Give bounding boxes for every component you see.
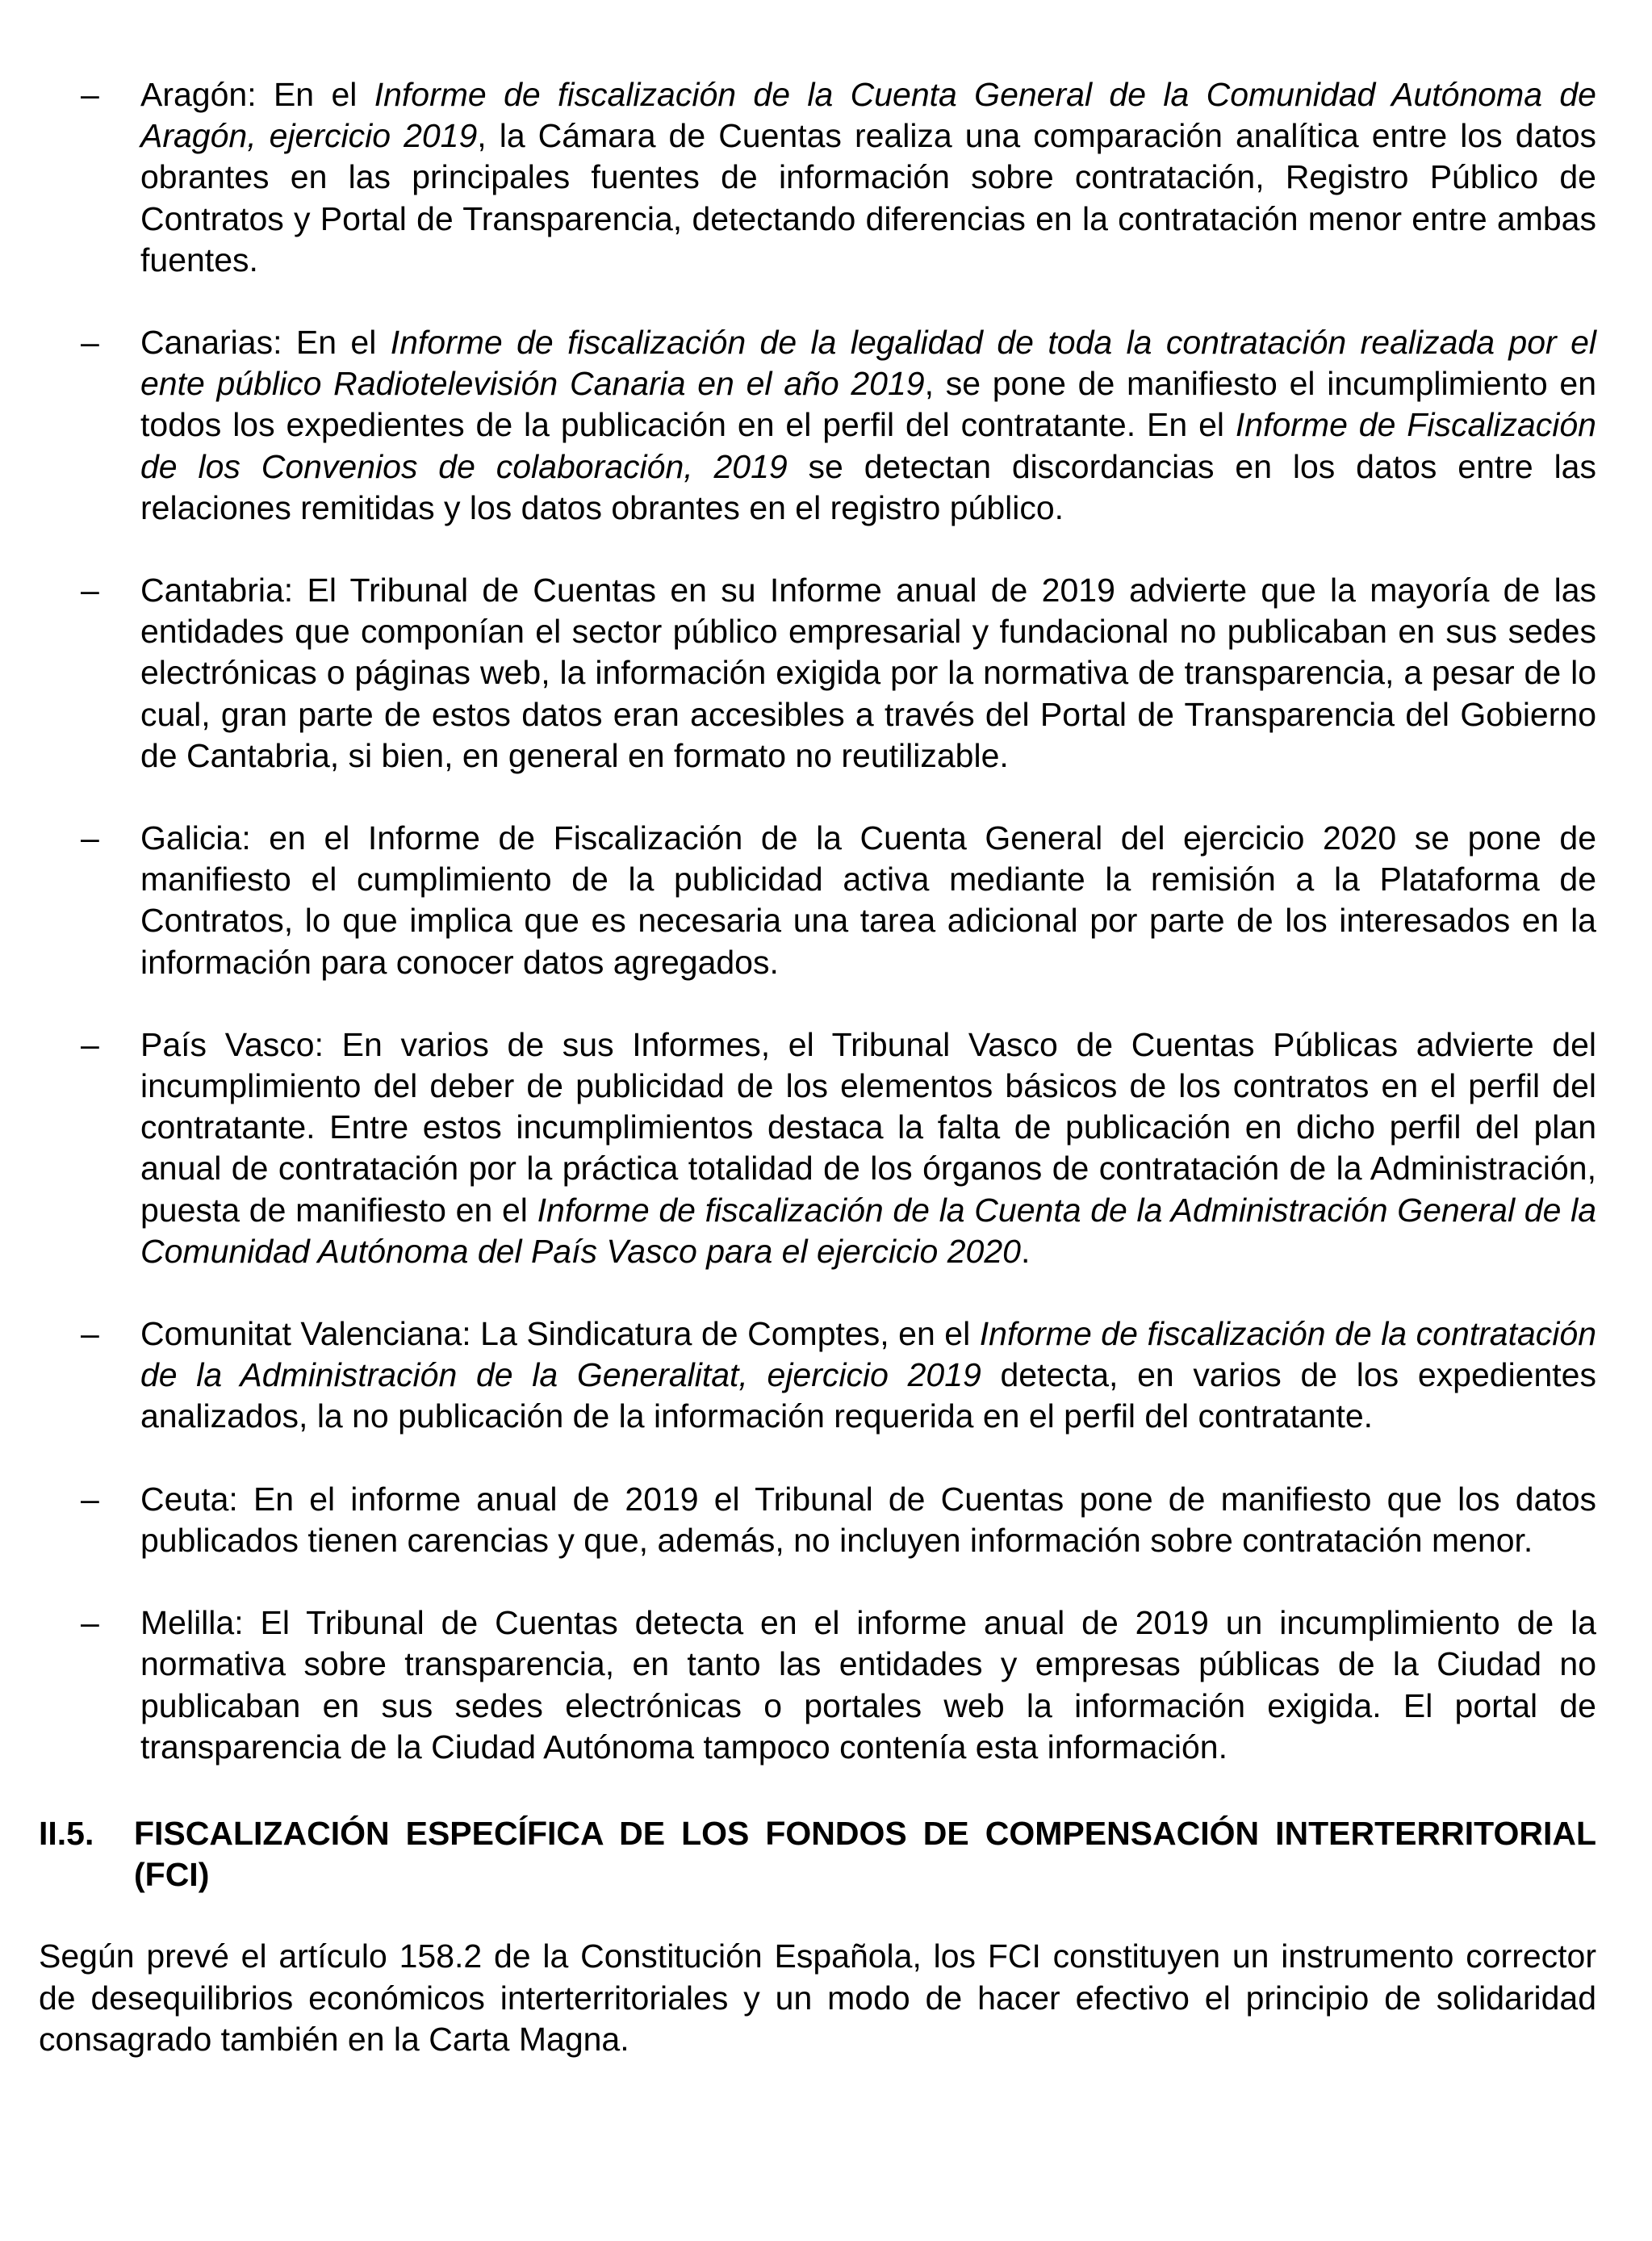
bullet-item-aragon — [39, 74, 1596, 281]
section-heading — [39, 1813, 1596, 1895]
bullet-dash: – — [81, 1480, 99, 1518]
bullet-text: País Vasco: En varios de sus Informes, el Tribunal Vasco de Cuentas Públicas advierte del incumplimiento del deber de publicidad de los elementos básicos de los contratos en el perfil del contratante. Entre estos incumplimientos destaca la falta de publicación en dicho perfil del plan anual de contratación por la práctica totalidad de los órganos de contratación de la Administración, puesta de manifiesto en el Informe de fiscalización de la Cuenta de la Administración General de la Comunidad Autónoma del País Vasco para el ejercicio 2020. — [140, 1025, 1597, 1270]
section-number: II.5. — [39, 1814, 94, 1852]
bullet-dash: – — [81, 324, 99, 362]
bullet-dash: – — [81, 819, 99, 857]
bullet-item-cantabria — [39, 570, 1596, 777]
bullet-text: Ceuta: En el informe anual de 2019 el Tribunal de Cuentas pone de manifiesto que los datos publicados tienen carencias y que, además, no incluyen información sobre contratación menor. — [140, 1480, 1596, 1559]
bullet-text: Melilla: El Tribunal de Cuentas detecta en el informe anual de 2019 un incumplimiento de la normativa sobre transparencia, en tanto las entidades y empresas públicas de la Ciudad no publicaban en sus sedes electrónicas o portales web la información exigida. El portal de transparencia de la Ciudad Autónoma tampoco contenía esta información. — [140, 1604, 1596, 1766]
body-paragraph: Según prevé el artículo 158.2 de la Constitución Española, los FCI constituyen un instrumento corrector de desequilibrios económicos interterritoriales y un modo de hacer efectivo el principio de solidaridad consagrado también en la Carta Magna. — [39, 1937, 1596, 2058]
document-page — [39, 74, 1596, 2060]
bullet-text: Aragón: En el Informe de fiscalización de la Cuenta General de la Comunidad Autónoma de Aragón, ejercicio 2019, la Cámara de Cuentas realiza una comparación analítica entre los datos obrantes en las principales fuentes de información sobre contratación, Registro Público de Contratos y Portal de Transparencia, detectando diferencias en la contratación menor entre ambas fuentes. — [140, 76, 1596, 279]
bullet-item-pais-vasco — [39, 1024, 1596, 1272]
bullet-dash: – — [81, 1604, 99, 1642]
bullet-text: Galicia: en el Informe de Fiscalización de la Cuenta General del ejercicio 2020 se pone de manifiesto el cumplimiento de la publicidad activa mediante la remisión a la Plataforma de Contratos, lo que implica que es necesaria una tarea adicional por parte de los interesados en la información para conocer datos agregados. — [140, 819, 1596, 981]
bullet-dash: – — [81, 1315, 99, 1353]
bullet-dash: – — [81, 572, 99, 609]
bullet-item-comunitat-valenciana — [39, 1313, 1596, 1438]
bullet-item-melilla — [39, 1602, 1596, 1768]
section-title: FISCALIZACIÓN ESPECÍFICA DE LOS FONDOS DE COMPENSACIÓN INTERTERRITORIAL (FCI) — [134, 1814, 1596, 1894]
bullet-dash: – — [81, 76, 99, 113]
bullet-item-canarias — [39, 322, 1596, 529]
bullet-list — [39, 74, 1596, 1768]
bullet-item-galicia — [39, 818, 1596, 983]
bullet-text: Comunitat Valenciana: La Sindicatura de Comptes, en el Informe de fiscalización de la contratación de la Administración de la Generalitat, ejercicio 2019 detecta, en varios de los expedientes analizados, la no publicación de la información requerida en el perfil del contratante. — [140, 1315, 1597, 1435]
bullet-dash: – — [81, 1025, 99, 1063]
bullet-text: Canarias: En el Informe de fiscalización de la legalidad de toda la contratación realizada por el ente público Radiotelevisión Canaria en el año 2019, se pone de manifiesto el incumplimiento en todos los expedientes de la publicación en el perfil del contratante. En el Informe de Fiscalización de los Convenios de colaboración, 2019 se detectan discordancias en los datos entre las relaciones remitidas y los datos obrantes en el registro público. — [140, 324, 1596, 526]
bullet-text: Cantabria: El Tribunal de Cuentas en su Informe anual de 2019 advierte que la mayoría de las entidades que componían el sector público empresarial y fundacional no publicaban en sus sedes electrónicas o páginas web, la información exigida por la normativa de transparencia, a pesar de lo cual, gran parte de estos datos eran accesibles a través del Portal de Transparencia del Gobierno de Cantabria, si bien, en general en formato no reutilizable. — [140, 572, 1596, 774]
bullet-item-ceuta — [39, 1479, 1596, 1561]
